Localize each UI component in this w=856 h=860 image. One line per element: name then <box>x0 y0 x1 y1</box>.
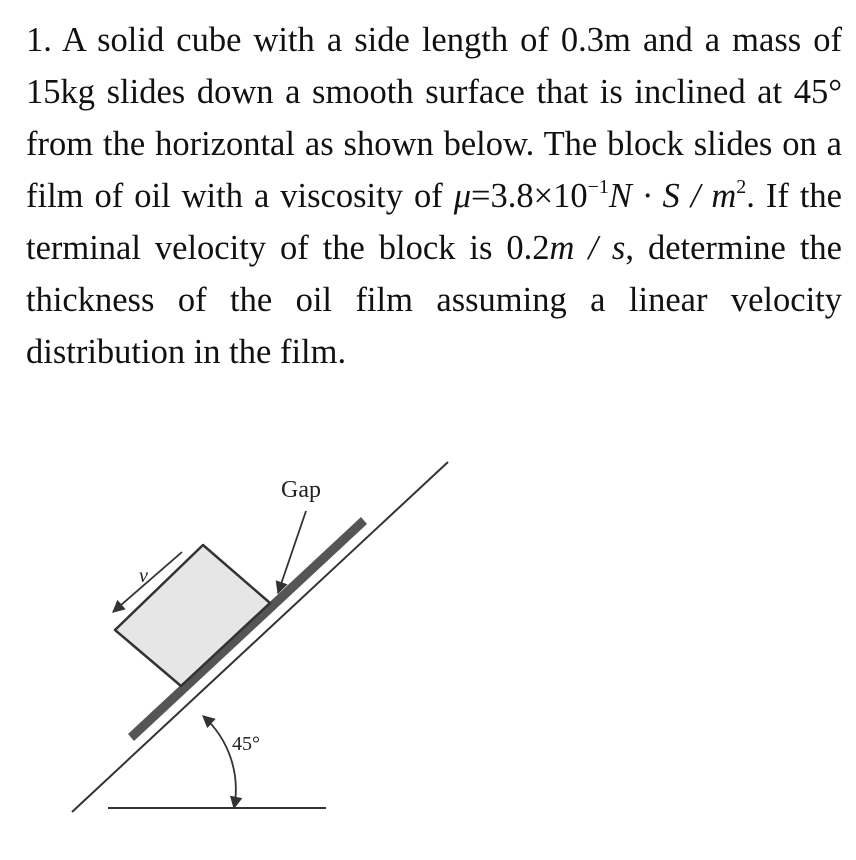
viscosity-expression <box>454 177 747 215</box>
inclined-block-figure <box>0 420 856 860</box>
angle-label: 45° <box>232 733 260 755</box>
problem-text-part1: A solid cube with a side length of 0.3m and a mass of 15kg slides down a smooth surface that is inclined at 45° from the horizontal as shown below. The block slides on a film of oil with a viscosity of <box>26 21 842 215</box>
mu-units-exponent: 2 <box>736 176 747 198</box>
mu-value: =3.8×10 <box>471 177 588 215</box>
problem-text-part2: . If the terminal velocity of the block is <box>26 177 842 267</box>
angle-arc <box>203 716 236 808</box>
velocity-units: m / s <box>549 229 626 267</box>
velocity-expression <box>506 229 625 267</box>
gap-label: Gap <box>281 477 321 503</box>
problem-number: 1. <box>26 21 52 59</box>
mu-units: N · S / m <box>608 177 737 215</box>
problem-statement <box>26 14 842 378</box>
mu-symbol: μ <box>453 177 472 215</box>
mu-exponent: −1 <box>587 176 609 198</box>
problem-text-part3: , determine the thickness of the oil film assuming a linear velocity distribution in the film. <box>26 229 842 371</box>
velocity-value: 0.2 <box>506 229 550 267</box>
velocity-label: v <box>139 565 148 587</box>
